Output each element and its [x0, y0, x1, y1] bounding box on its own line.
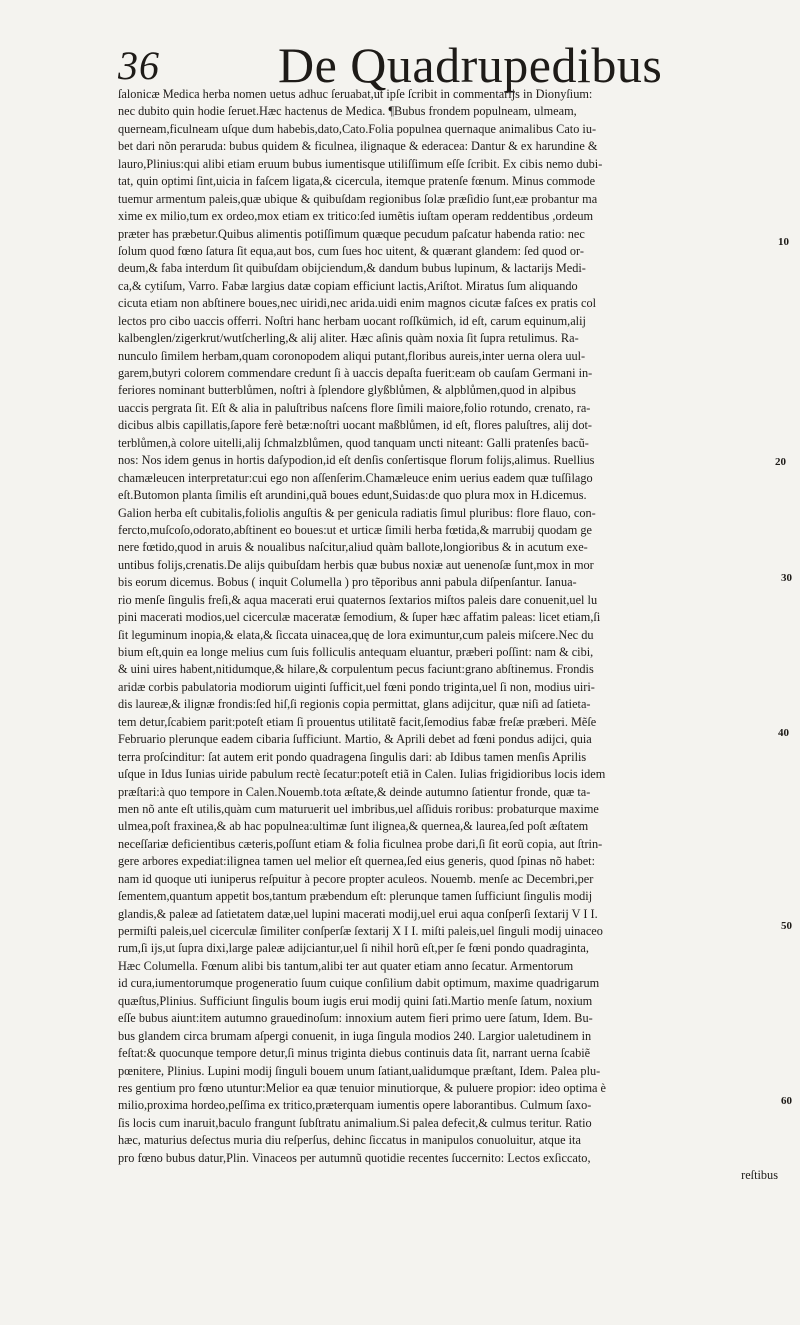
text-line: pœnitere, Plinius. Lupini modij ſinguli bouem unum ſatiant,ualidumque præſtant, Idem. Palea plu-	[118, 1063, 601, 1078]
margin-line-number: 20	[775, 456, 786, 468]
text-line: tat, quin optimi ſint,uicia in faſcem ligata,& cicercula, itemque pratenſe fœnum. Minus commode	[118, 174, 596, 189]
text-line: bet dari nõn peraruda: bubus quidem & ficulnea, ilignaque & ederacea: Dantur & ex harundine &	[118, 139, 598, 154]
text-line: glandis,& paleæ ad ſatietatem datæ,uel lupini macerati modij,uel erui aqua conſperſi ſextarij V I I.	[118, 906, 598, 921]
text-line: nam id quoque uti iuniperus reſpuitur à pecore propter aculeos. Nouemb. menſe ac Decembri,per	[118, 871, 594, 886]
text-line: garem,butyri colorem commendare credunt ſi à uaccis depaſta fuerit:eam ob cauſam Germani in-	[118, 366, 593, 380]
text-line: cicuta etiam non abſtinere boues,nec uiridi,nec arida.uidi enim magnos cicutæ faſces ex pratis col	[118, 296, 597, 311]
text-line: lauro,Plinius:qui alibi etiam eruum bubus iumentisque utiliſſimum eſſe ſcribit. Ex cibis nemo dubi-	[118, 156, 603, 171]
text-line: dicibus albis capillatis,ſapore ferè betæ:noſtri uocant maßblůmen, id eſt, flores paluſtres, alij dot-	[118, 418, 592, 433]
text-line: ſementem,quantum appetit bos,tantum præbendum eſt: plerunque tamen ſufficiunt ſingulis modij	[118, 889, 593, 904]
page-number: 36	[118, 43, 160, 88]
text-line: ſis locis cum inaruit,baculo frangunt ſubſtratu animalium.Si palea defecit,& culmus teritur. Ratio	[118, 1115, 592, 1130]
text-line: nec dubito quin hodie ſeruet.Hæc hactenus de Medica. ¶Bubus frondem populneam, ulmeam,	[118, 104, 577, 119]
text-line: & uini uires habent,nitidumque,& hilare,& corpulentum pecus faciunt:grano abſtinemus. Frondis	[118, 662, 594, 677]
text-line: eſt.Butomon planta ſimilis eſt arundini,quã boues edunt,Suidas:de quo plura mox in H.dicemus.	[118, 488, 587, 503]
text-line: xime ex milio,tum ex ordeo,mox etiam ex tritico:ſed iumẽtis iuſtam operam reddentibus ,ordeum	[118, 209, 594, 224]
text-line: hæc, maturius deſectus muria diu reſperſus, dehinc ſiccatus in manipulos conuoluitur, atque ita	[118, 1133, 581, 1148]
text-line: fercto,muſcoſo,odorato,abſtinent eo boues:ut et urticæ ſimili herba fœtida,& marrubij quodam ge	[118, 522, 592, 537]
text-line: aridæ corbis pabulatoria modiorum uiginti ſufficit,uel fœni pondo triginta,uel ſi non, modius uiri-	[118, 679, 595, 694]
text-line: bus glandem circa brumam aſpergi conuenit, in iuga ſingula modios 240. Largior ualetudinem in	[118, 1028, 592, 1043]
text-line: bis eorum dicemus. Bobus ( inquit Columella ) pro tẽporibus anni pabula diſpenſantur. Ianua-	[118, 575, 577, 590]
text-line: kalbenglen/zigerkrut/wutſcherling,& alij aliter. Hæc aſinis quàm noxia ſit ſupra retulimus. Ra-	[118, 331, 579, 346]
text-line: neceſſariæ deficientibus cæteris,poſſunt etiam & folia ficulnea probe dari,ſi ſit eorũ copia, aut ſtrin-	[118, 836, 603, 851]
text-line: res gentium pro fœno utuntur:Melior ea quæ tenuior minutiorque, & puluere propior: ideo optima è	[118, 1080, 607, 1095]
text-line: untibus folijs,crenatis.De alijs quibuſdam herbis quæ bubus noxiæ aut uenenoſæ ſunt,mox in mor	[118, 557, 594, 572]
margin-line-number: 50	[781, 920, 792, 932]
text-line: Februario plerunque eadem cibaria ſufficiunt. Martio, & Aprili debet ad fœni pondus adijci, quia	[118, 732, 592, 747]
text-line: terra proſcinditur: ſat autem erit pondo quadragena ſingulis dari: ab Idibus tamen menſis Aprilis	[118, 749, 587, 764]
text-line: nere fœtido,quod in aruis & noualibus naſcitur,aliud quàm ballote,longioribus & in acutum exe-	[118, 540, 588, 555]
margin-line-number: 40	[778, 727, 789, 739]
text-line: terblůmen,à colore uitelli,alij ſchmalzblůmen, quod tanquam uncti niteant: Galli pratenſes bacũ-	[118, 435, 589, 450]
text-line: rio menſe ſingulis freſi,& aqua macerati erui quaternos ſextarios miſtos paleis dare conuenit,uel lu	[118, 592, 598, 607]
text-line: uſque in Idus Iunias uiride pabulum rectè ſecatur:poteſt etiã in Calen. Iulias frigidioribus locis idem	[118, 767, 606, 782]
text-line: feriores nominant butterblůmen, noſtri à ſplendore glyßblůmen, & alpblůmen,quod in alpibus	[118, 383, 576, 398]
text-line: nunculo ſimilem herbam,quam coronopodem aliqui putant,floribus aureis,inter uerna olera uul-	[118, 348, 586, 363]
text-line: men nõ ante eſt utilis,quàm cum maturuerit uel imbribus,uel aſſiduis roribus: probaturque maxime	[118, 801, 599, 816]
text-line: rum,ſi ijs,ut ſupra dixi,large paleæ adijciantur,uel ſi nihil horũ eſt,per ſe fœni pondo quadraginta,	[118, 941, 589, 956]
body-text	[118, 86, 778, 1185]
text-line: gere arbores expediat:ilignea tamen uel melior eſt quernea,ſed eius generis, quod ſpinas nõ habet:	[118, 854, 596, 869]
text-line: ſalonicæ Medica herba nomen uetus adhuc ſeruabat,ut ipſe ſcribit in commentarijs in Dionyſium:	[118, 87, 593, 101]
text-line: milio,proxima hordeo,peſſima ex tritico,præterquam iumentis opere laborantibus. Culmum ſaxo-	[118, 1098, 592, 1113]
text-line: tuemur armentum paleis,quæ ubique & quibuſdam regionibus ſolæ præſidio ſunt,eæ probantur ma	[118, 191, 598, 206]
text-line: tem detur,ſcabiem parit:poteſt etiam ſi prouentus utilitatẽ facit,ſemodius fabæ freſæ præberi. Mẽſe	[118, 714, 597, 729]
text-line: querneam,ficulneam uſque dum habebis,dato,Cato.Folia populnea quernaque animalibus Cato iu-	[118, 121, 597, 136]
text-line: chamæleucen interpretatur:cui ego non aſſenſerim.Chamæleuce enim uerius eadem quæ tuſſilago	[118, 470, 593, 485]
text-line: pro fœno bubus datur,Plin. Vinaceos per autumnũ quotidie recentes ſuccernito: Lectos exſiccato,	[118, 1150, 591, 1165]
catchword: reſtibus	[741, 1168, 778, 1183]
text-line: uaccis pergrata ſit. Eſt & alia in paluſtribus naſcens flore ſimili maiore,folio rotundo, crenato, ra-	[118, 400, 591, 415]
text-line: Hæc Columella. Fœnum alibi bis tantum,alibi ter aut quater etiam anno ſecatur. Armentorum	[118, 958, 574, 973]
text-line: feſtat:& quocunque tempore detur,ſi minus triginta diebus continuis data ſit, narrant uerna ſcabiẽ	[118, 1046, 591, 1061]
text-line: ſit leguminum inopia,& elata,& ſiccata uinacea,quę de lora eximuntur,cum paleis miſcere.Nec du	[118, 627, 594, 642]
text-line: præſtari:à quo tempore in Calen.Nouemb.tota æſtate,& deinde autumno ſatientur fronde, quæ ta-	[118, 784, 591, 799]
text-line: pini macerati modios,uel cicerculæ maceratæ ſemodium, & ſuper hæc affatim paleas: licet etiam,ſi	[118, 610, 601, 625]
text-line: ca,& cytiſum, Varro. Fabæ largius datæ copiam efficiunt lactis,Ariſtot. Miratus ſum aliquando	[118, 278, 578, 293]
text-line: lectos pro cibo uaccis offerri. Noſtri hanc herbam uocant roſſkümich, id eſt, carum equinum,alij	[118, 313, 586, 328]
text-line: quæſtus,Plinius. Sufficiunt ſingulis boum iugis erui modij quini ſati.Martio menſe ſatum, noxium	[118, 993, 593, 1008]
text-line: ulmea,poſt fraxinea,& ab hac populnea:ultimæ ſunt ilignea,& quernea,& laurea,ſed poſt æſtatem	[118, 819, 589, 834]
text-line: præter has præbetur.Quibus alimentis potiſſimum quæque pecudum paſcatur habenda ratio: nec	[118, 226, 585, 241]
text-line: eſſe bubus aiunt:item autumno grauedinoſum: innoxium autem fieri primo uere ſatum, Idem. Bu-	[118, 1011, 593, 1026]
margin-line-number: 60	[781, 1095, 792, 1107]
margin-line-number: 30	[781, 572, 792, 584]
running-title: De Quadrupedibus	[278, 37, 663, 93]
margin-line-number: 10	[778, 236, 789, 248]
text-line: permiſti paleis,uel cicerculæ ſimiliter conſperſæ ſextarij X I I. miſti paleis,uel ſinguli modij uinaceo	[118, 924, 603, 938]
text-line: dis laureæ,& ilignæ frondis:ſed hiſ,ſi regionis copia permittat, glans adijcitur, quæ niſi ad ſatieta-	[118, 697, 591, 712]
text-line: id cura,iumentorumque progeneratio ſuum cuique conſilium dabit optimum, maxime quadrigarum	[118, 976, 600, 991]
text-line: nos: Nos idem genus in hortis daſypodion,id eſt denſis conſertisque florum folijs,alimus. Ruellius	[118, 453, 595, 468]
text-line: bium eſt,quin ea longe melius cum ſuis folliculis antequam eluantur, præberi poſſint: nam & cibi,	[118, 645, 594, 659]
text-line: deum,& faba interdum ſit quibuſdam obijciendum,& dandum bubus lupinum, & lactarijs Medi-	[118, 261, 586, 276]
text-line: Galion herba eſt cubitalis,foliolis anguſtis & per genicula radiatis ſimul pluribus: flore flauo, con-	[118, 505, 596, 520]
text-line: ſolum quod fœno ſatura ſit equa,aut bos, cum ſues hoc uitent, & quærant glandem: ſed quod or-	[118, 243, 584, 258]
